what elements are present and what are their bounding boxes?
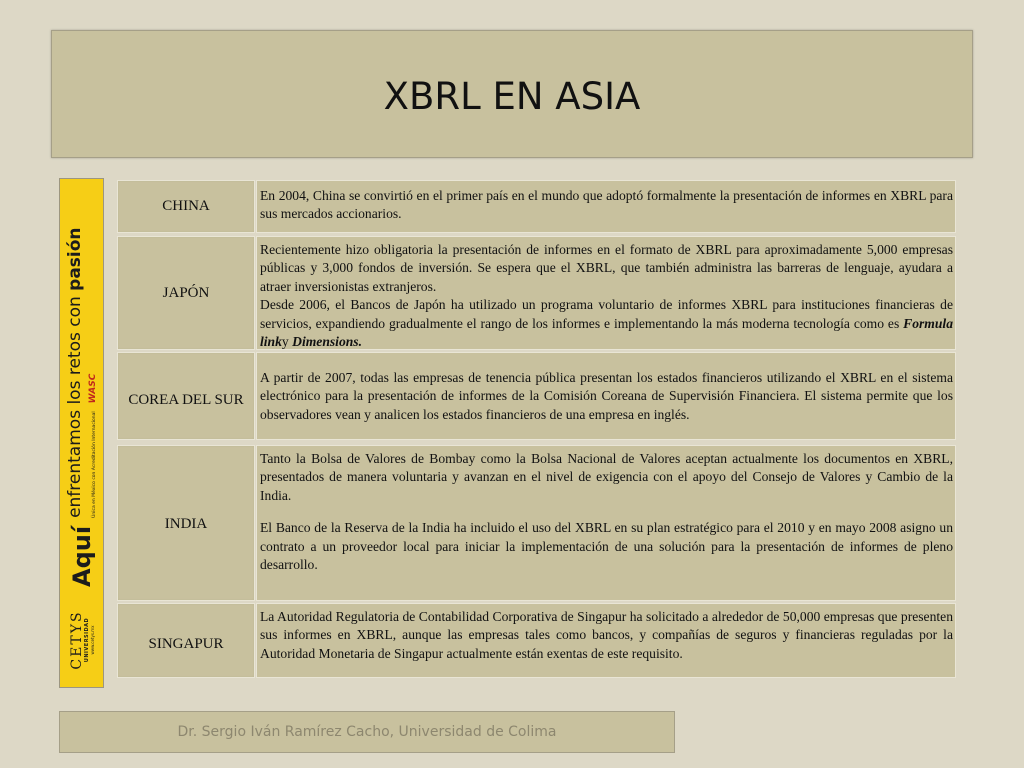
country-cell: INDIA <box>117 445 255 601</box>
country-cell: COREA DEL SUR <box>117 352 255 440</box>
logo-url: www.cetys.mx <box>89 625 94 655</box>
paragraph-text: Desde 2006, el Bancos de Japón ha utilizado un programa voluntario de informes XBRL para instituciones financieras de servicios, expandiendo gradualmente el rango de los informes e implementando la más moderna tecnología como es <box>260 297 953 331</box>
wasc-mark: WASC <box>87 373 97 404</box>
description-cell <box>256 352 956 440</box>
description-cell <box>256 180 956 233</box>
paragraph: El Banco de la Reserva de la India ha incluido el uso del XBRL en su plan estratégico para el 2010 y en mayo 2008 asigno un contrato a un proveedor local para iniciar la implementación de una solución para la presentación de informes de pleno desarrollo. <box>260 520 953 573</box>
banner-content <box>61 183 103 683</box>
paragraph: En 2004, China se convirtió en el primer país en el mundo que adoptó formalmente la presentación de informes en XBRL para sus mercados accionarios. <box>260 188 953 222</box>
country-cell: SINGAPUR <box>117 603 255 678</box>
footer-credit: Dr. Sergio Iván Ramírez Cacho, Universidad de Colima <box>177 724 557 740</box>
banner-right <box>66 227 97 517</box>
logo-wordmark: CETYS <box>68 610 84 670</box>
slide-title: XBRL EN ASIA <box>383 74 641 118</box>
cetys-logo <box>63 599 101 681</box>
description-cell <box>256 236 956 350</box>
table-row-china <box>117 180 956 233</box>
footer-box <box>59 711 675 753</box>
tagline-text: enfrentamos los retos con <box>64 290 84 518</box>
description-cell <box>256 445 956 601</box>
banner-slogan <box>66 227 97 587</box>
paragraph-spacer <box>260 505 953 519</box>
banner-tagline <box>66 227 83 517</box>
paragraph <box>260 296 953 350</box>
country-cell: CHINA <box>117 180 255 233</box>
logo-subtitle: UNIVERSIDAD <box>83 617 89 663</box>
connector-text: y <box>281 334 293 350</box>
cetys-banner <box>59 178 104 688</box>
banner-headline: Aquí <box>67 525 96 587</box>
paragraph: La Autoridad Regulatoria de Contabilidad Corporativa de Singapur ha solicitado a alrededor de 50,000 empresas que presenten sus informes en XBRL, aunque las empresas tales como bancos, y compañías de seguros y financieras reguladas por la Autoridad Monetaria de Singapur actualmente están exentas de este requisito. <box>260 609 953 661</box>
description-cell <box>256 603 956 678</box>
formula-link-emphasis: Formula link <box>260 315 953 350</box>
table-row-japan <box>117 236 956 350</box>
title-box <box>51 30 973 158</box>
country-table <box>117 180 956 678</box>
banner-accreditation-text <box>87 227 97 517</box>
paragraph: Recientemente hizo obligatoria la presentación de informes en el formato de XBRL para aproximadamente 5,000 empresas públicas y 3,000 fondos de inversión. Se espera que el XBRL, que también administra las barreras de lenguaje, ayudara a atraer inversionistas extranjeros. <box>260 242 953 294</box>
dimensions-emphasis: Dimensions. <box>292 334 362 350</box>
paragraph: A partir de 2007, todas las empresas de tenencia pública presentan los estados financieros utilizando el XBRL en el sistema electrónico para la presentación de informes de la Comisión Coreana de Supervisión Financiera. El sistema permite que los observadores vean y analicen los estados financieros de una empresa en inglés. <box>260 370 953 422</box>
table-row-korea <box>117 352 956 440</box>
table-row-india <box>117 445 956 601</box>
country-cell: JAPÓN <box>117 236 255 350</box>
accreditation-line: Única en México con Acreditación Internacional <box>91 411 96 518</box>
paragraph: Tanto la Bolsa de Valores de Bombay como la Bolsa Nacional de Valores aceptan actualmente los documentos en XBRL, presentados de manera voluntaria y avanzan en el nivel de exigencia con el apoyo del Consejo de Valores y Cambio de la India. <box>260 451 953 503</box>
table-row-singapore <box>117 603 956 678</box>
tagline-bold: pasión <box>64 227 84 291</box>
